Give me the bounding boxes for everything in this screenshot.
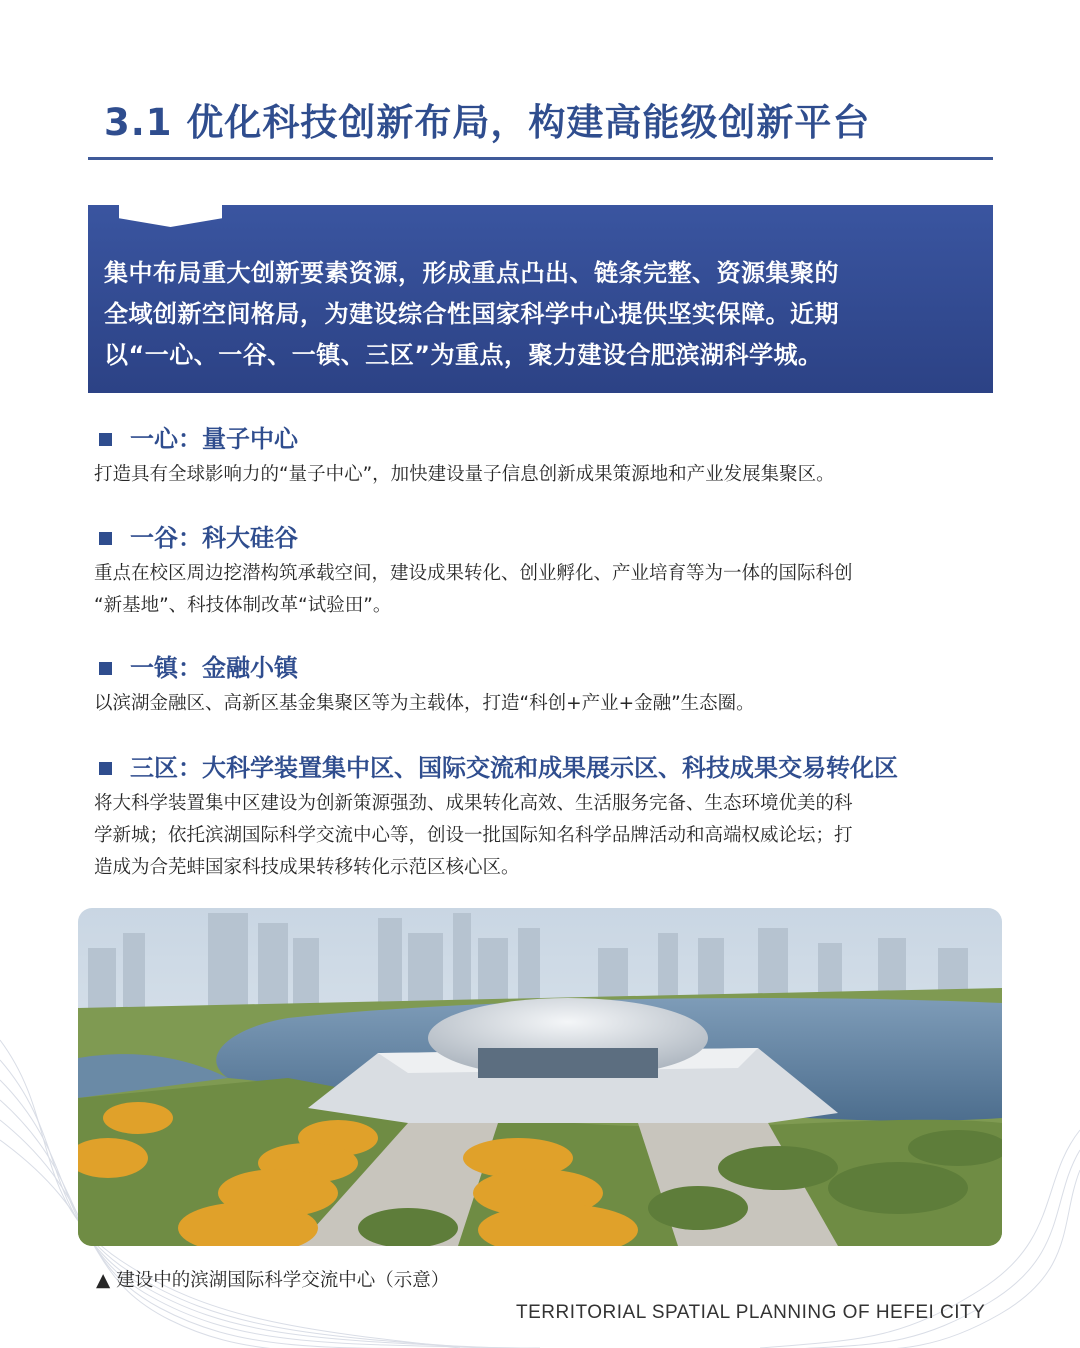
section-body xyxy=(94,788,994,884)
section-three-zones xyxy=(94,752,994,884)
section-body xyxy=(94,688,994,720)
section-heading xyxy=(94,752,994,784)
section-body xyxy=(94,459,994,491)
section-body-line: 打造具有全球影响力的“量子中心”，加快建设量子信息创新成果策源地和产业发展集聚区。 xyxy=(94,464,835,485)
square-bullet-icon xyxy=(99,433,112,446)
section-heading-text: 三区：大科学装置集中区、国际交流和成果展示区、科技成果交易转化区 xyxy=(130,754,898,782)
section-body-line: 以滨湖金融区、高新区基金集聚区等为主载体，打造“科创+产业+金融”生态圈。 xyxy=(94,693,755,714)
photo-caption xyxy=(96,1266,449,1292)
footer-text: TERRITORIAL SPATIAL PLANNING OF HEFEI CITY xyxy=(516,1302,986,1323)
glass-facade xyxy=(478,1048,658,1078)
photo-caption-text: 建设中的滨湖国际科学交流中心（示意） xyxy=(116,1270,450,1291)
intro-line: 以“一心、一谷、一镇、三区”为重点，聚力建设合肥滨湖科学城。 xyxy=(104,341,823,369)
title-divider xyxy=(88,157,993,160)
section-heading xyxy=(94,423,994,455)
section-body-line: “新基地”、科技体制改革“试验田”。 xyxy=(94,595,392,616)
intro-line: 集中布局重大创新要素资源，形成重点凸出、链条完整、资源集聚的 xyxy=(104,259,839,287)
section-body xyxy=(94,558,994,622)
section-body-line: 造成为合芜蚌国家科技成果转移转化示范区核心区。 xyxy=(94,857,520,878)
page-title: 3.1 优化科技创新布局，构建高能级创新平台 xyxy=(104,101,871,144)
section-body-line: 学新城；依托滨湖国际科学交流中心等，创设一批国际知名科学品牌活动和高端权威论坛；打 xyxy=(94,825,853,846)
section-heading-text: 一谷：科大硅谷 xyxy=(130,524,298,552)
exchange-center-rendering xyxy=(78,908,1002,1246)
section-heading-text: 一心：量子中心 xyxy=(130,425,298,453)
section-heading xyxy=(94,522,994,554)
triangle-marker-icon: ▲ xyxy=(96,1270,111,1291)
square-bullet-icon xyxy=(99,532,112,545)
section-body-line: 重点在校区周边挖潜构筑承载空间，建设成果转化、创业孵化、产业培育等为一体的国际科创 xyxy=(94,563,853,584)
section-finance-town xyxy=(94,652,994,720)
intro-notch-decoration xyxy=(119,205,222,227)
section-silicon-valley xyxy=(94,522,994,622)
rendering-illustration xyxy=(78,908,1002,1246)
square-bullet-icon xyxy=(99,662,112,675)
intro-line: 全域创新空间格局，为建设综合性国家科学中心提供坚实保障。近期 xyxy=(104,300,839,328)
section-body-line: 将大科学装置集中区建设为创新策源强劲、成果转化高效、生活服务完备、生态环境优美的科 xyxy=(94,793,853,814)
section-heading-text: 一镇：金融小镇 xyxy=(130,654,298,682)
intro-summary-box xyxy=(88,205,993,393)
square-bullet-icon xyxy=(99,762,112,775)
section-heading xyxy=(94,652,994,684)
section-quantum-center xyxy=(94,423,994,491)
intro-text xyxy=(104,253,979,376)
